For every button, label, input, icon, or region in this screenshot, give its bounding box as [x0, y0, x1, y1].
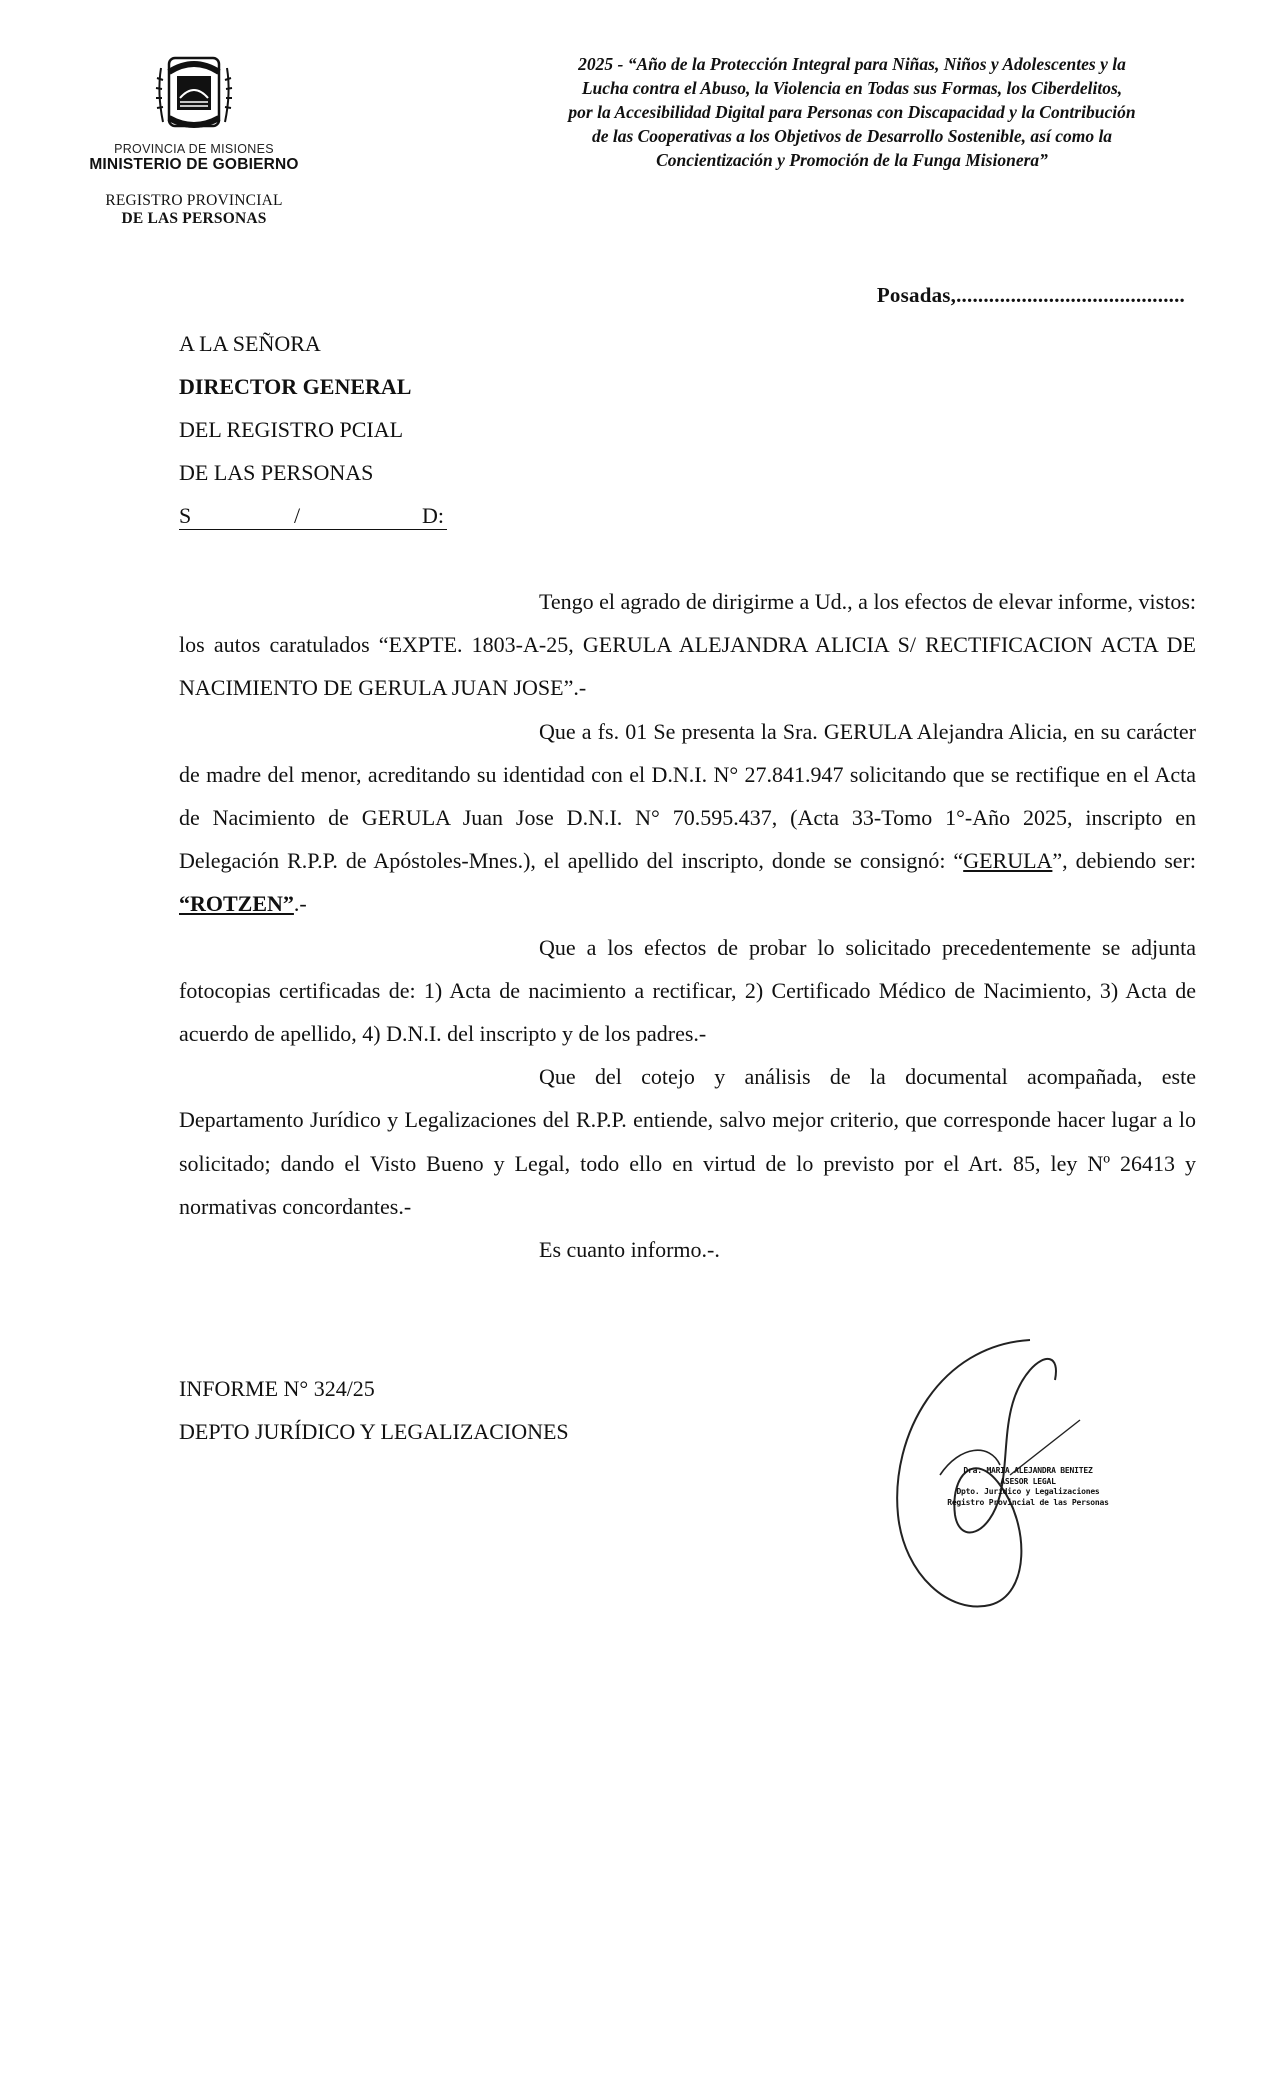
addressee-title: DIRECTOR GENERAL — [179, 374, 412, 399]
stamp-registry: Registro Provincial de las Personas — [947, 1497, 1109, 1507]
stamp-department: Dpto. Jurídico y Legalizaciones — [956, 1487, 1100, 1496]
motto-line: 2025 - “Año de la Protección Integral para Niñas, Niños y Adolescentes y la — [578, 54, 1126, 74]
place-date: Posadas,.......................................... — [876, 283, 1185, 307]
provincial-seal-icon — [149, 48, 239, 138]
addressee-line: A LA SEÑORA — [179, 331, 321, 356]
paragraph-attachments: Que a los efectos de probar lo solicitado precedentemente se adjunta fotocopias certificadas de: 1) Acta de nacimiento a rectificar, 2) Certificado Médico de Nacimiento, 3) Acta de acuerdo de apellido, 4) D.N.I. del inscripto y de los padres.- — [179, 934, 1196, 1047]
registry-name-line2: DE LAS PERSONAS — [121, 210, 267, 227]
stamp-name: Dra. MARIA ALEJANDRA BENITEZ — [963, 1466, 1093, 1475]
addressee-line: DEL REGISTRO PCIAL — [179, 417, 404, 442]
paragraph-closing: Es cuanto informo.-. — [539, 1237, 720, 1263]
ministry-logo-block — [64, 48, 324, 228]
wrong-surname: GERULA — [963, 848, 1053, 874]
report-body — [179, 580, 1196, 1271]
registry-name-line1: REGISTRO PROVINCIAL — [105, 192, 283, 209]
motto-line: por la Accesibilidad Digital para Personas con Discapacidad y la Contribución — [568, 102, 1136, 122]
paragraph-intro: Tengo el agrado de dirigirme a Ud., a los efectos de elevar informe, vistos: los autos caratulados “EXPTE. 1803-A-25, GERULA ALEJANDRA ALICIA S/ RECTIFICACION ACTA DE NACIMIENTO DE GERULA JUAN JOSE”.- — [179, 589, 1197, 701]
ministry-name: MINISTERIO DE GOBIERNO — [89, 156, 299, 173]
paragraph-analysis: Que del cotejo y análisis de la documental acompañada, este Departamento Jurídico y Legalizaciones del R.P.P. entiende, salvo mejor criterio, que corresponde hacer lugar a lo solicitado; dando el Visto Bueno y Legal, todo ello en virtud de lo previsto por el Art. 85, ley Nº 26413 y normativas concordantes.- — [179, 1064, 1196, 1219]
report-footer — [179, 1367, 569, 1453]
year-motto — [496, 52, 1208, 172]
addressee-line: DE LAS PERSONAS — [179, 460, 374, 485]
motto-line: de las Cooperativas a los Objetivos de Desarrollo Sostenible, así como la — [591, 126, 1113, 146]
signature-stamp — [938, 1466, 1118, 1508]
motto-line: Lucha contra el Abuso, la Violencia en Todas sus Formas, los Ciberdelitos, — [581, 78, 1123, 98]
motto-line: Concientización y Promoción de la Funga Misionera” — [656, 150, 1048, 170]
department-name: DEPTO JURÍDICO Y LEGALIZACIONES — [179, 1419, 569, 1444]
report-number: INFORME N° 324/25 — [179, 1376, 375, 1401]
sd-line — [179, 494, 447, 537]
sd-d: D: — [422, 503, 444, 528]
paragraph-request: Que a fs. 01 Se presenta la Sra. GERULA Alejandra Alicia, en su carácter de madre del menor, acreditando su identidad con el D.N.I. N° 27.841.947 solicitando que se rectifique en el Acta de Nacimiento de GERULA Juan Jose D.N.I. N° 70.595.437, (Acta 33-Tomo 1°-Año 2025, inscripto en Delegación R.P.P. de Apóstoles-Mnes.), el apellido del inscripto, donde se consignó: “GERULA”, debiendo ser: “ROTZEN”.- — [179, 718, 1197, 917]
province-name: PROVINCIA DE MISIONES — [114, 142, 274, 156]
correct-surname: “ROTZEN” — [179, 891, 294, 917]
sd-slash: / — [294, 503, 301, 528]
addressee-block — [179, 322, 447, 537]
stamp-role: ASESOR LEGAL — [1000, 1476, 1056, 1486]
sd-s: S — [179, 503, 192, 528]
